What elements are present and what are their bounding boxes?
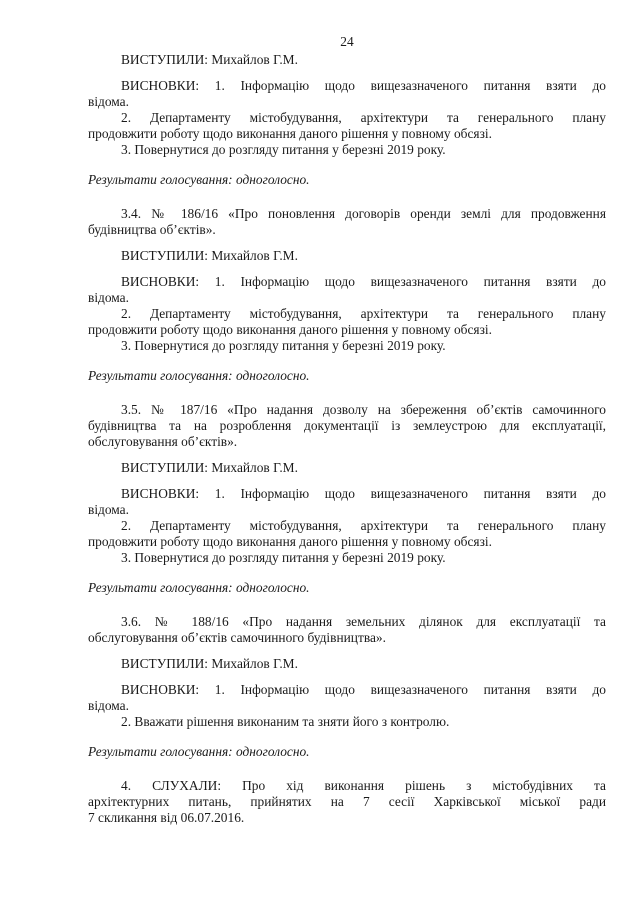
conclusion-3-line: 3. Повернутися до розгляду питання у березні 2019 року. <box>121 550 446 565</box>
item-title-continuation: обслуговування об’єктів». <box>88 434 238 449</box>
conclusion-2-line: 2. Департаменту містобудування, архітектури та генерального плану <box>121 518 606 533</box>
conclusion-3-line: 3. Повернутися до розгляду питання у березні 2019 року. <box>121 338 446 353</box>
heard-continuation: 7 скликання від 06.07.2016. <box>88 810 245 825</box>
item-title-continuation: обслуговування об’єктів самочинного будівництва». <box>88 630 386 645</box>
conclusion-1-continuation: відома. <box>88 290 129 305</box>
conclusion-1-line: ВИСНОВКИ: 1. Інформацію щодо вищезазначеного питання взяти до <box>121 274 606 289</box>
conclusion-1-continuation: відома. <box>88 698 129 713</box>
item-title-line: 3.5. № 187/16 «Про надання дозволу на збереження об’єктів самочинного <box>121 402 606 417</box>
item-title-line: 3.6. № 188/16 «Про надання земельних ділянок для експлуатації та <box>121 614 606 629</box>
conclusion-2-continuation: продовжити роботу щодо виконання даного рішення у повному обсязі. <box>88 126 492 141</box>
speakers-line: ВИСТУПИЛИ: Михайлов Г.М. <box>121 656 298 671</box>
conclusion-3-line: 3. Повернутися до розгляду питання у березні 2019 року. <box>121 142 446 157</box>
heard-line-2: архітектурних питань, прийнятих на 7 сесії Харківської міської ради <box>88 794 606 809</box>
conclusion-2-line: 2. Департаменту містобудування, архітектури та генерального плану <box>121 306 606 321</box>
conclusion-1-line: ВИСНОВКИ: 1. Інформацію щодо вищезазначеного питання взяти до <box>121 682 606 697</box>
conclusion-2-line: 2. Департаменту містобудування, архітектури та генерального плану <box>121 110 606 125</box>
agenda-block-continuation <box>88 52 606 188</box>
page-number: 24 <box>340 34 354 49</box>
speakers-line: ВИСТУПИЛИ: Михайлов Г.М. <box>121 460 298 475</box>
vote-result: Результати голосування: одноголосно. <box>88 744 310 759</box>
vote-result: Результати голосування: одноголосно. <box>88 368 310 383</box>
document-page <box>88 34 606 826</box>
agenda-item-4 <box>88 778 606 826</box>
item-title-line-2: будівництва та на розроблення документації із землеустрою для експлуатації, <box>88 418 606 433</box>
vote-result: Результати голосування: одноголосно. <box>88 580 310 595</box>
conclusion-1-continuation: відома. <box>88 94 129 109</box>
agenda-item-3-4 <box>88 206 606 384</box>
item-title-line: 3.4. № 186/16 «Про поновлення договорів оренди землі для продовження <box>121 206 606 221</box>
heard-line: 4. СЛУХАЛИ: Про хід виконання рішень з містобудівних та <box>121 778 606 793</box>
conclusion-2-continuation: продовжити роботу щодо виконання даного рішення у повному обсязі. <box>88 322 492 337</box>
conclusion-2-line: 2. Вважати рішення виконаним та зняти його з контролю. <box>121 714 450 729</box>
agenda-item-3-5 <box>88 402 606 596</box>
conclusion-1-line: ВИСНОВКИ: 1. Інформацію щодо вищезазначеного питання взяти до <box>121 486 606 501</box>
speakers-line: ВИСТУПИЛИ: Михайлов Г.М. <box>121 52 298 67</box>
agenda-item-3-6 <box>88 614 606 760</box>
conclusion-2-continuation: продовжити роботу щодо виконання даного рішення у повному обсязі. <box>88 534 492 549</box>
item-title-continuation: будівництва об’єктів». <box>88 222 216 237</box>
conclusion-1-continuation: відома. <box>88 502 129 517</box>
speakers-line: ВИСТУПИЛИ: Михайлов Г.М. <box>121 248 298 263</box>
conclusion-1-line: ВИСНОВКИ: 1. Інформацію щодо вищезазначеного питання взяти до <box>121 78 606 93</box>
vote-result: Результати голосування: одноголосно. <box>88 172 310 187</box>
